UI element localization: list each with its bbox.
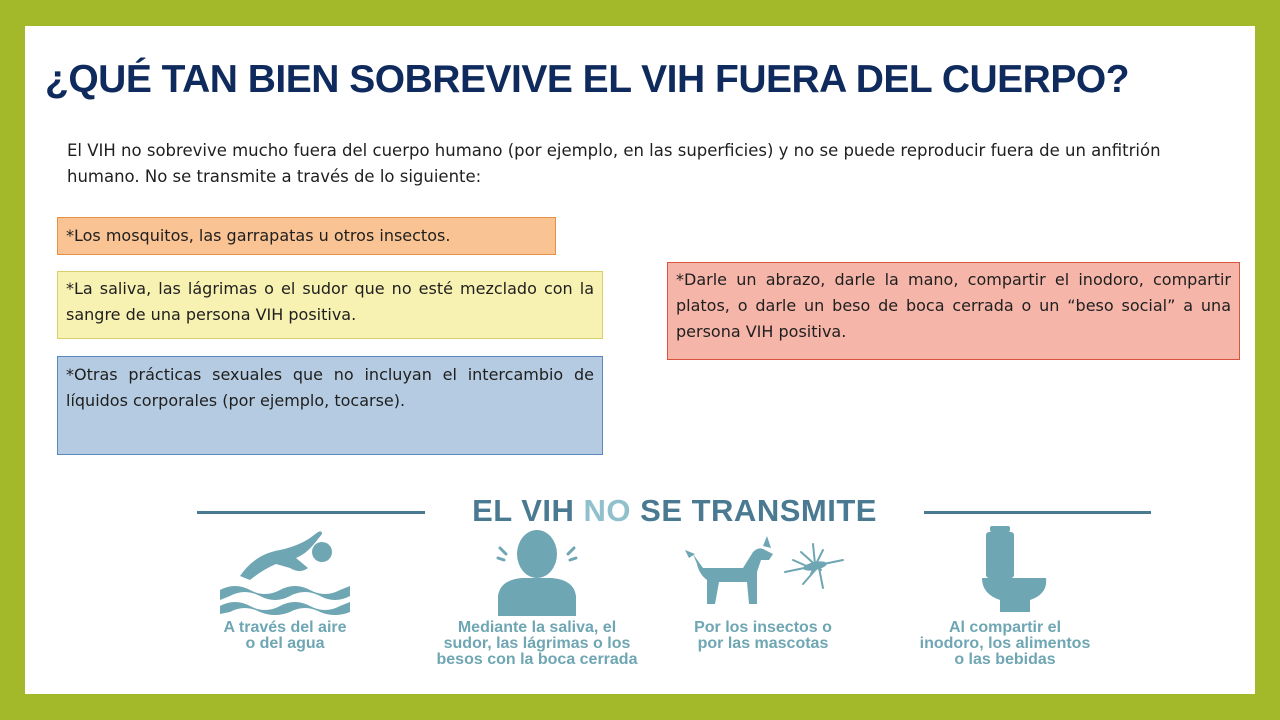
caption-air-water: A través del aire o del agua <box>223 619 347 652</box>
banner-prefix: EL VIH <box>472 493 584 528</box>
infographic-item-saliva <box>417 524 657 668</box>
intro-paragraph: El VIH no sobrevive mucho fuera del cuerpo humano (por ejemplo, en las superficies) y no se puede reproducir fuera de un anfitrión humano. No se transmite a través de lo siguiente: <box>67 141 1161 186</box>
banner-rule-right <box>924 511 1151 514</box>
slide-title: ¿QUÉ TAN BIEN SOBREVIVE EL VIH FUERA DEL CUERPO? <box>45 58 1130 101</box>
caption-toilet: Al compartir el inodoro, los alimentos o las bebidas <box>919 619 1091 668</box>
infographic-item-toilet <box>885 524 1125 668</box>
sexual-practices-note: *Otras prácticas sexuales que no incluyan el intercambio de líquidos corporales (por ejemplo, tocarse). <box>57 356 603 455</box>
infographic-item-air-water <box>165 524 405 652</box>
slide <box>25 26 1255 694</box>
banner-suffix: SE TRANSMITE <box>631 493 877 528</box>
caption-insects-pets: Por los insectos o por las mascotas <box>694 619 832 652</box>
infographic-item-insects-pets <box>643 524 883 652</box>
caption-saliva: Mediante la saliva, el sudor, las lágrimas o los besos con la boca cerrada <box>436 619 638 668</box>
social-contact-note: *Darle un abrazo, darle la mano, compartir el inodoro, compartir platos, o darle un beso de boca cerrada o un “beso social” a una persona VIH positiva. <box>667 262 1240 360</box>
dog-mosquito-icon <box>673 524 853 616</box>
person-tears-icon <box>462 524 612 616</box>
insects-note: *Los mosquitos, las garrapatas u otros insectos. <box>57 217 556 255</box>
swimmer-icon <box>210 524 360 616</box>
toilet-icon <box>930 524 1080 616</box>
saliva-note: *La saliva, las lágrimas o el sudor que no esté mezclado con la sangre de una persona VIH positiva. <box>57 271 603 339</box>
banner-highlight: NO <box>583 493 632 528</box>
banner-rule-left <box>197 511 425 514</box>
